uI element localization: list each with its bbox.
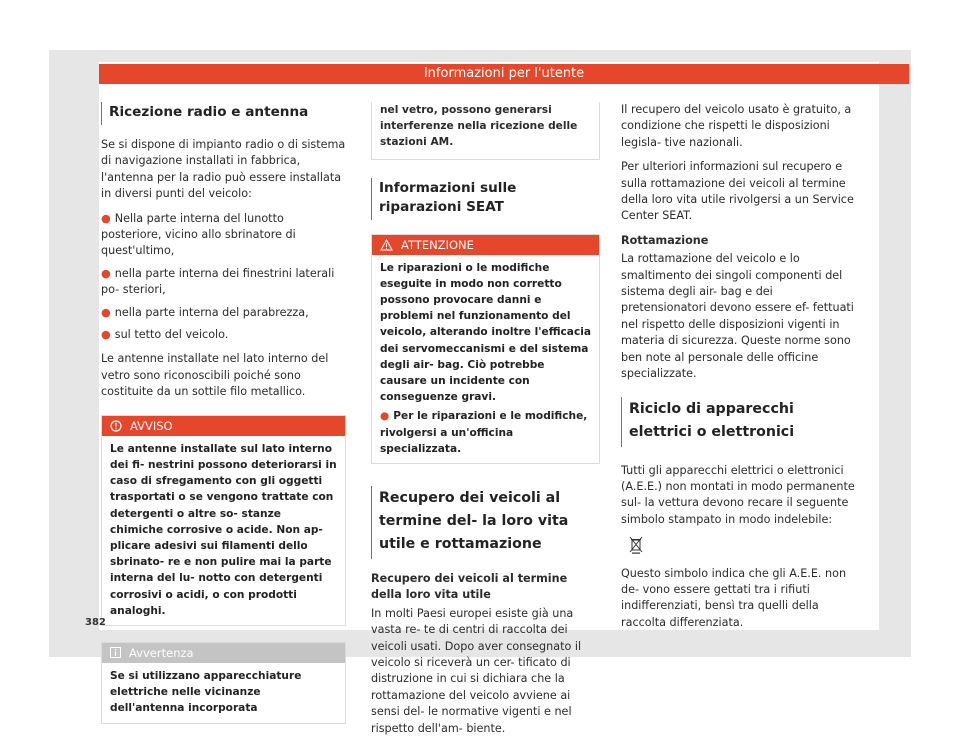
list-item: ● Nella parte interna del lunotto posteriore, vicino allo sbrinatore di quest'ultimo, [101,211,296,258]
page-frame [49,50,911,735]
note-text: Se si utilizzano apparecchiature elettriche nelle vicinanze dell'antenna incorporata [110,669,302,715]
column-1 [101,102,346,734]
paragraph: In molti Paesi europei esiste già una vasta re- te di centri di raccolta dei veicoli usati. Dopo aver consegnato il veicolo si riceverà un cer- tificato di distruzione in cui si dichiara che la rottamazione del veicolo avviene ai sensi del- le normative vigenti e nel rispetto dell'am- biente. [371,606,582,735]
warning-triangle-icon [380,239,393,251]
list-item: ● nella parte interna del parabrezza, [101,305,309,319]
paragraph: La rottamazione del veicolo e lo smaltimento dei singoli componenti del sistema degli air- bag e dei pretensionatori devono essere ef- fettuati nel rispetto delle disposizioni vigenti in materia di sicurezza. Queste norme sono ben note al personale delle officine specializzate. [621,252,854,381]
section-heading-recovery: Recupero dei veicoli al termine del- la loro vita utile e rottamazione [371,486,600,559]
paragraph: Le antenne installate nel lato interno del vetro sono riconoscibili poiché sono costituite da un sottile filo metallico. [101,352,329,399]
warning-text: Le riparazioni o le modifiche eseguite in modo non corretto possono provocare danni e problemi nel funzionamento del veicolo, alterando inoltre l'efficacia dei servomeccanismi e del sistema degli air- bag. Ciò potrebbe causare un incidente con conseguenze gravi. [380,261,592,404]
bullet-icon: ● [380,410,390,423]
page-header: Informazioni per l'utente [99,64,909,84]
note-continuation: nel vetro, possono generarsi interferenze nella ricezione delle stazioni AM. [371,102,600,160]
bullet-icon: ● [101,211,111,225]
notice-text: Le antenne installate sul lato interno dei fi- nestrini possono deteriorarsi in caso di sfregamento con gli oggetti trasportati o se vengono trattate con detergenti o altre so- stanze chimiche corrosive o acide. Non ap- plicare adesivi sui filamenti dello sbrinato- re e non pulire mai la parte interna del lu- notto con detergenti corrosivi o acidi, o con prodotti analoghi. [110,442,337,617]
notice-label: AVVISO [130,418,173,433]
list-item: ● Per le riparazioni e le modifiche, rivolgersi a un'officina specializzata. [380,410,588,455]
warning-header [372,235,599,255]
warning-body [372,255,599,463]
crossed-bin-icon [621,536,651,559]
section-heading-radio: Ricezione radio e antenna [101,102,346,125]
bullet-icon: ● [101,266,111,280]
column-3 [621,102,856,639]
notice-box [101,415,346,626]
list-item: ● sul tetto del veicolo. [101,328,229,342]
list-item: ● nella parte interna dei finestrini laterali po- steriori, [101,266,335,297]
subheading-scrapping: Rottamazione [621,233,709,247]
info-square-icon [110,647,121,658]
notice-header [102,416,345,436]
section-heading-repairs: Informazioni sulle riparazioni SEAT [371,178,600,220]
note-label: Avvertenza [129,645,194,660]
bullet-icon: ● [101,305,111,319]
warning-box [371,234,600,464]
subheading-recovery: Recupero dei veicoli al termine della loro vita utile [371,572,568,602]
info-circle-icon [110,420,122,432]
section-heading-recycling: Riciclo di apparecchi elettrici o elettronici [621,397,856,447]
warning-label: ATTENZIONE [401,237,474,252]
column-2 [371,102,600,745]
bullet-icon: ● [101,328,111,342]
paragraph: Il recupero del veicolo usato è gratuito, a condizione che rispetti le disposizioni legisla- tive nazionali. [621,103,852,149]
paragraph: Se si dispone di impianto radio o di sistema di navigazione installati in fabbrica, l'antenna per la radio può essere installata in diversi punti del veicolo: [101,138,346,201]
page-number: 382 [85,617,106,628]
note-header [102,643,345,663]
note-box [101,642,346,724]
paragraph: Tutti gli apparecchi elettrici o elettronici (A.E.E.) non montati in modo permanente sul- la vettura devono recare il seguente simbolo stampato in modo indelebile: [621,463,855,526]
paragraph: Per ulteriori informazioni sul recupero e sulla rottamazione dei veicoli al termine della loro vita utile rivolgersi a un Service Center SEAT. [621,160,854,223]
paragraph: Questo simbolo indica che gli A.E.E. non de- vono essere gettati tra i rifiuti indifferenziati, bensì tra quelli della raccolta differenziata. [621,566,847,629]
